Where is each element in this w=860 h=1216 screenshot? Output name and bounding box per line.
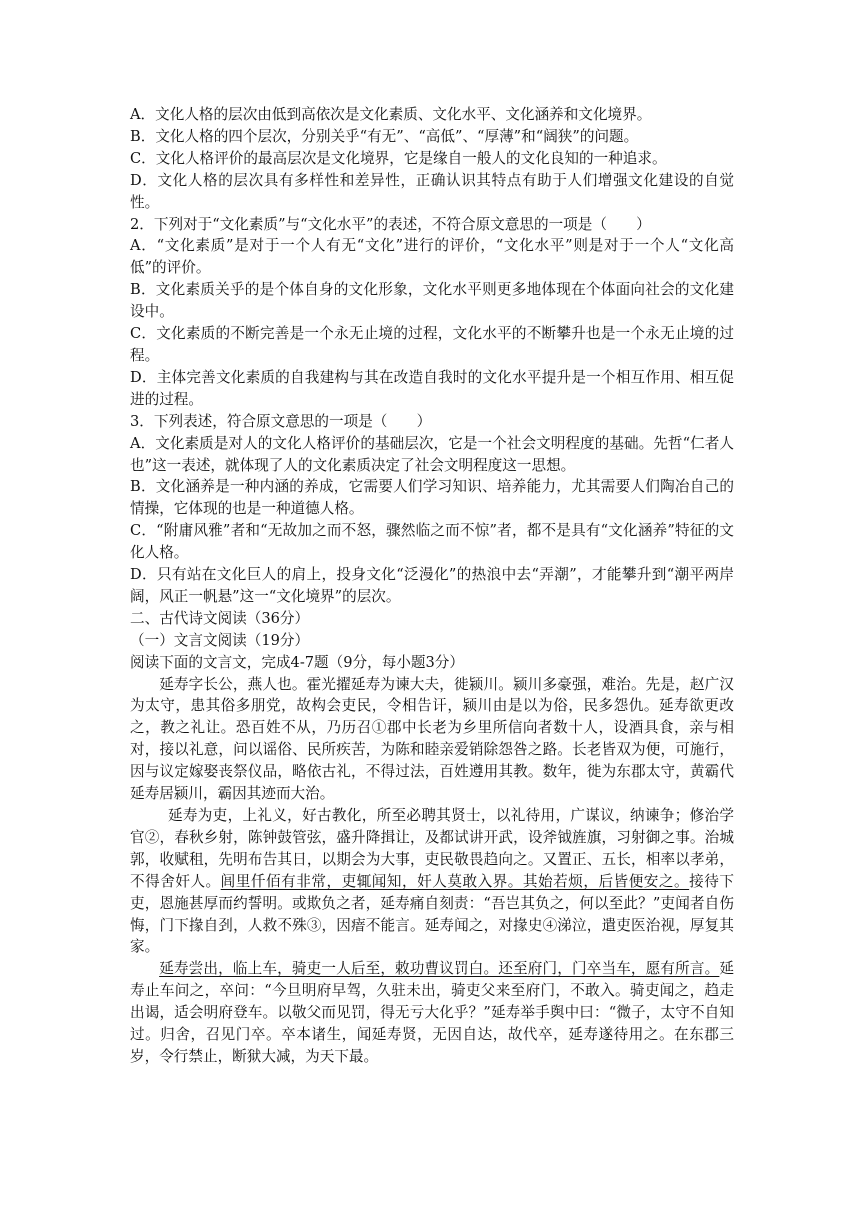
q1-option-c[interactable]: C．文化人格评价的最高层次是文化境界，它是缘自一般人的文化良知的一种追求。 <box>130 149 667 167</box>
q2-option-d[interactable]: D．主体完善文化素质的自我建构与其在改造自我时的文化水平提升是一个相互作用、相互促进的过程。 <box>130 368 734 408</box>
reading-instruction: 阅读下面的文言文，完成4-7题（9分，每小题3分） <box>130 653 464 671</box>
passage-paragraph-3 <box>130 958 734 1068</box>
q1-option-a[interactable]: A．文化人格的层次由低到高依次是文化素质、文化水平、文化涵养和文化境界。 <box>130 106 652 123</box>
passage-paragraph-1: 延寿字长公，燕人也。霍光擢延寿为谏大夫，徙颍川。颍川多豪强，难治。先是，赵广汉为太守，患其俗多朋党，故构会吏民，令相告讦，颍川由是以为俗，民多怨仇。延寿欲更改之，教之礼让。恐百姓不从，乃历召①郡中长老为乡里所信向者数十人，设酒具食，亲与相对，接以礼意，问以谣俗、民所疾苦，为陈和睦亲爱销除怨咎之路。长老皆双为便，可施行，因与议定嫁娶丧祭仪品，略依古礼，不得过法，百姓遵用其教。数年，徙为东郡太守，黄霸代延寿居颍川，霸因其迹而大治。 <box>130 675 734 803</box>
q2-option-c[interactable]: C．文化素质的不断完善是一个永无止境的过程，文化水平的不断攀升也是一个永无止境的过程。 <box>130 325 734 364</box>
q3-option-d[interactable]: D．只有站在文化巨人的肩上，投身文化“泛漫化”的热浪中去“弄潮”，才能攀升到“潮平两岸阔，风正一帆悬”这一“文化境界”的层次。 <box>130 566 734 605</box>
underlined-sentence-2: 延寿尝出，临上车，骑吏一人后至，敕功曹议罚白。还至府门，门卒当车，愿有所言。 <box>159 960 720 978</box>
passage-p2-text-a: 延寿为吏，上礼义，好古教化，所至必聘其贤士，以礼待用，广谋议，纳谏争；修治学官②，春秋乡射，陈钟鼓管弦，盛升降揖让，及都试讲开武，设斧钺旌旗，习射御之事。治城郭，收赋租，先明布告其日，以期会为大事，吏民敬畏趋向之。又置正、五长，相率以孝弟，不得舍奸人。 <box>130 807 734 890</box>
q3-stem: 3．下列表述，符合原文意思的一项是（ ） <box>130 412 432 430</box>
q3-option-b[interactable]: B．文化涵养是一种内涵的养成，它需要人们学习知识、培养能力，尤其需要人们陶冶自己的情操，它体现的也是一种道德人格。 <box>130 478 734 518</box>
section-title: 二、古代诗文阅读（36分） <box>130 609 310 627</box>
passage-p3-text: 延寿止车问之，卒问：“今旦明府早驾，久驻未出，骑吏父来至府门，不敢入。骑吏闻之，趋走出谒，适会明府登车。以敬父而见罚，得无亏大化乎？”延寿举手舆中曰：“微子，太守不自知过。归舍，召见门卒。卒本诸生，闻延寿贤，无因自达，故代卒，延寿遂待用之。在东郡三岁，令行禁止，断狱大减，为天下最。 <box>130 960 734 1065</box>
subsection-title: （一）文言文阅读（19分） <box>130 631 310 649</box>
q2-option-b[interactable]: B．文化素质关乎的是个体自身的文化形象，文化水平则更多地体现在个体面向社会的文化建设中。 <box>130 281 734 321</box>
q3-option-a[interactable]: A．文化素质是对人的文化人格评价的基础层次，它是一个社会文明程度的基础。先哲“仁者人也”这一表述，就体现了人的文化素质决定了社会文明程度这一思想。 <box>130 434 734 474</box>
underlined-sentence-1: 闾里仟佰有非常，吏辄闻知，奸人莫敢入界。其始若烦，后皆便安之。 <box>220 872 690 890</box>
q3-option-c[interactable]: C．“附庸风雅”者和“无故加之而不怒，骤然临之而不惊”者，都不是具有“文化涵养”特征的文化人格。 <box>130 522 734 562</box>
q2-option-a[interactable]: A．“文化素质”是对于一个人有无“文化”进行的评价，“文化水平”则是对于一个人“文化高低”的评价。 <box>130 237 734 277</box>
document-page <box>130 104 734 1068</box>
q1-option-d[interactable]: D．文化人格的层次具有多样性和差异性，正确认识其特点有助于人们增强文化建设的自觉性。 <box>130 171 734 211</box>
q1-option-b[interactable]: B．文化人格的四个层次，分别关乎“有无”、“高低”、“厚薄”和“阔狭”的问题。 <box>130 127 639 145</box>
passage-p2-text-b: 接待下吏，恩施甚厚而约誓明。或欺负之者，延寿痛自刻责：“吾岂其负之，何以至此？”吏闻者自伤悔，门下掾自刭，人救不殊③，因瘖不能言。延寿闻之，对掾史④涕泣，遣吏医治视，厚复其家。 <box>130 872 734 956</box>
q2-stem: 2．下列对于“文化素质”与“文化水平”的表述，不符合原文意思的一项是（ ） <box>130 215 651 233</box>
passage-paragraph-2 <box>130 805 734 958</box>
